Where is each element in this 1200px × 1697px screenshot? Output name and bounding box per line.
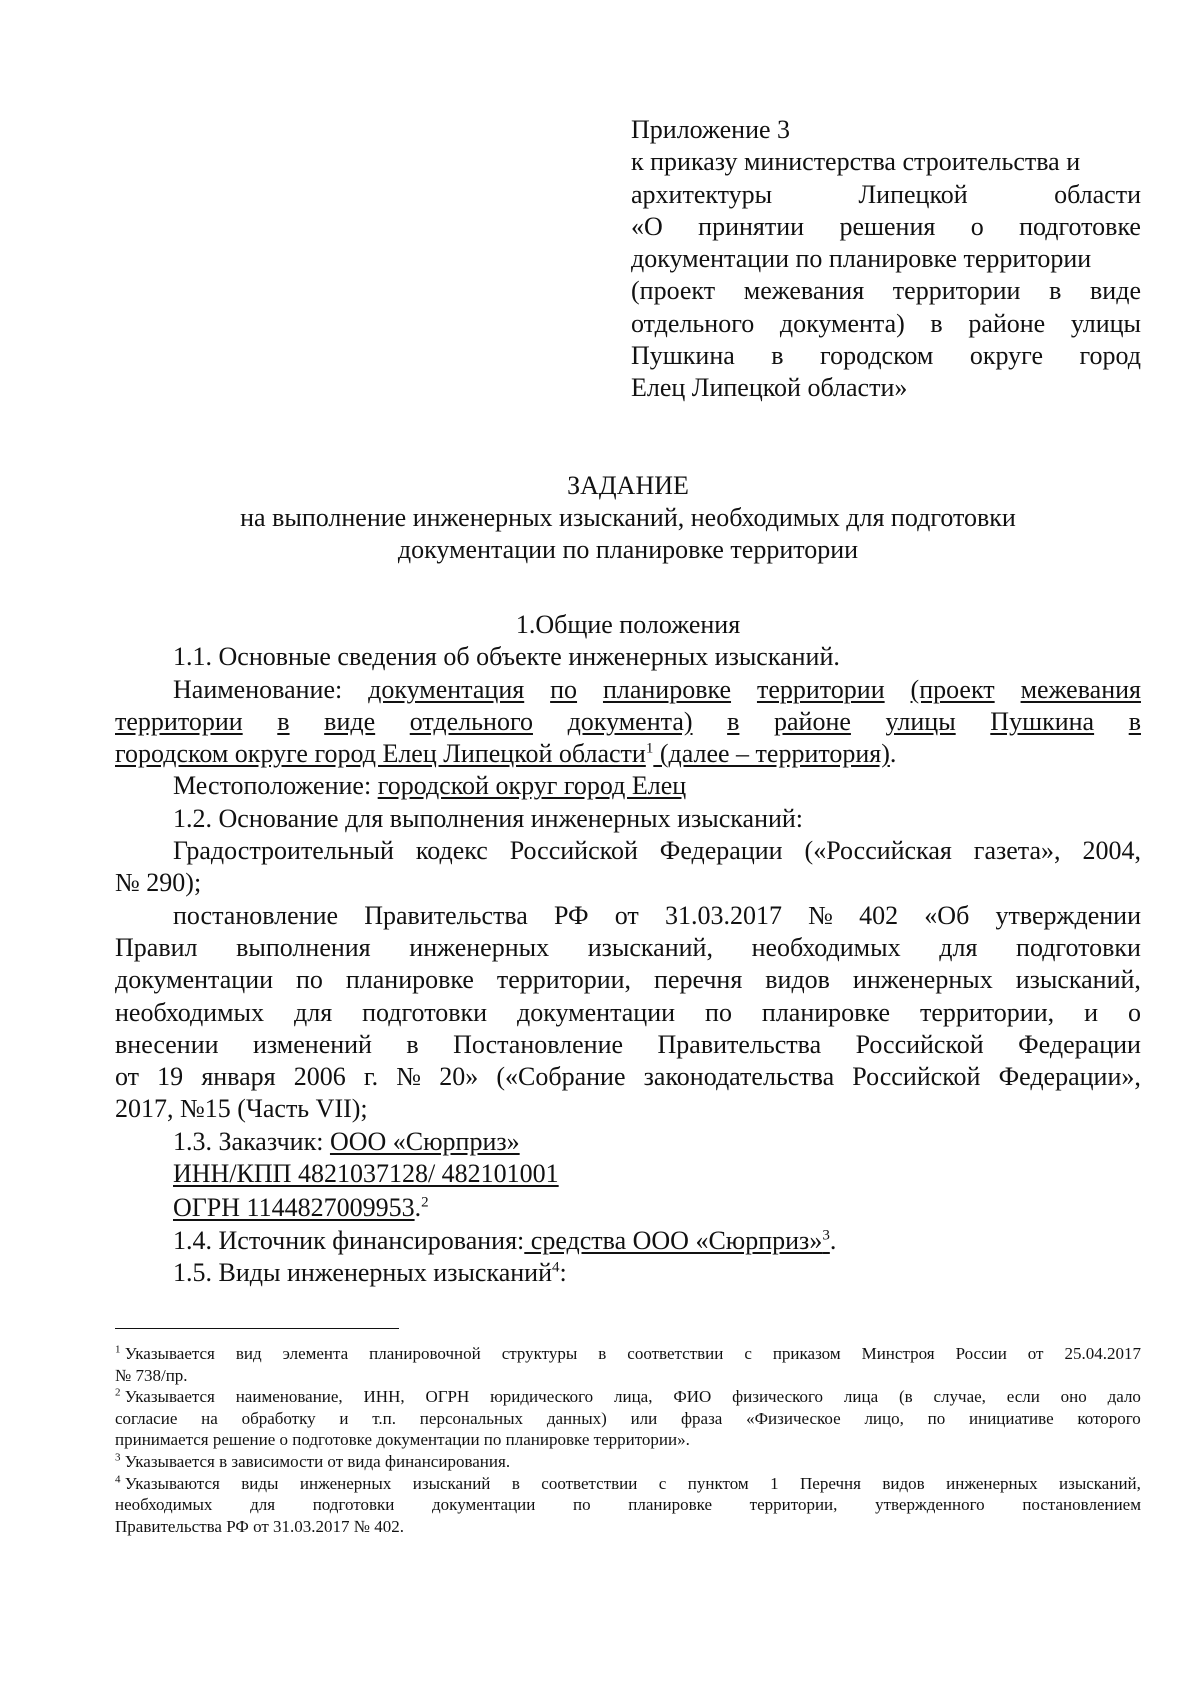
footnote-line <box>115 1494 1141 1516</box>
word: видов <box>765 965 830 995</box>
word: т.п. <box>372 1408 397 1428</box>
word: («Собрание <box>496 1062 626 1092</box>
word: лица, <box>614 1387 653 1407</box>
word: выполнения <box>236 932 371 962</box>
word: виде <box>1090 276 1141 306</box>
word: наименование, <box>235 1387 343 1407</box>
word: Пушкина <box>990 706 1095 736</box>
word: Правил <box>115 932 198 962</box>
word: 1 <box>770 1473 779 1493</box>
paragraph-line <box>115 932 1141 964</box>
footnote-line <box>115 1451 1141 1473</box>
appendix-line <box>631 308 1141 340</box>
word: Российской <box>509 836 638 866</box>
word: в <box>1128 706 1141 736</box>
word: виде <box>324 706 376 736</box>
word: $^1$ Указывается <box>115 1343 215 1363</box>
word: в <box>406 1029 419 1059</box>
word: юридического <box>490 1387 594 1407</box>
word: Федерации <box>659 836 783 866</box>
ogrn-value: ОГРН 1144827009953 <box>173 1193 415 1223</box>
word: по <box>927 1408 946 1428</box>
word: по <box>550 674 578 704</box>
name-line: городском округе город Елец Липецкой области$^1$ (далее – территория). <box>115 739 897 769</box>
word: инженерных <box>852 965 993 995</box>
paragraph-line <box>115 964 1141 996</box>
heading-subtitle: на выполнение инженерных изысканий, необходимых для подготовки <box>240 503 1016 532</box>
footnote-line <box>115 1386 1141 1408</box>
name-line <box>115 706 1141 738</box>
appendix-header <box>631 114 1141 405</box>
word: документации <box>517 997 676 1027</box>
word: № <box>808 900 833 930</box>
word: персональных <box>419 1408 524 1428</box>
word: структуры <box>501 1344 578 1363</box>
word: документации <box>115 965 274 995</box>
word: области <box>1054 179 1141 209</box>
location-value: городской округ город Елец <box>377 771 687 801</box>
word: обработку <box>241 1408 316 1428</box>
word: лица <box>843 1387 879 1407</box>
word: инженерных <box>946 1473 1038 1493</box>
word: Правительства <box>657 1029 822 1059</box>
word: от <box>1027 1344 1044 1363</box>
survey-types-line: 1.5. Виды инженерных изысканий$^4$: <box>173 1257 567 1287</box>
paragraph-line <box>115 997 1141 1029</box>
word: планировке <box>345 965 474 995</box>
word: законодательства <box>643 1062 835 1092</box>
appendix-line: к приказу министерства строительства и <box>631 147 1081 177</box>
footnote-line: принимается решение о подготовке документации по планировке территории». <box>115 1430 690 1450</box>
word: Постановление <box>453 1029 624 1059</box>
appendix-line: Елец Липецкой области» <box>631 373 908 403</box>
word: ОГРН <box>425 1387 470 1407</box>
paragraph: 1.2. Основание для выполнения инженерных изысканий: <box>173 803 804 833</box>
footnotes <box>115 1343 1141 1537</box>
word: Градостроительный <box>173 836 394 866</box>
word: в <box>598 1344 607 1363</box>
word: оно <box>1060 1387 1087 1407</box>
footnote-line: Правительства РФ от 31.03.2017 № 402. <box>115 1516 404 1536</box>
word: ИНН, <box>363 1387 405 1407</box>
word: перечня <box>654 965 743 995</box>
name-value-tail: (далее – территория) <box>653 739 890 769</box>
word: России <box>955 1344 1007 1363</box>
word: постановлением <box>1022 1495 1141 1515</box>
word: для <box>939 932 978 962</box>
word: подготовки <box>312 1495 395 1515</box>
word: газета», <box>973 836 1061 866</box>
word: утвержденного <box>875 1495 985 1515</box>
word: планировочной <box>369 1344 481 1363</box>
customer-line <box>115 1126 1141 1158</box>
financing-line: 1.4. Источник финансирования: средства ООО «Сюрприз»$^3$. <box>173 1225 837 1255</box>
word: согласие <box>115 1408 178 1428</box>
survey-types-label: 1.5. Виды инженерных изысканий <box>173 1257 552 1287</box>
paragraph-line <box>115 835 1141 867</box>
word: по <box>705 997 732 1027</box>
financing-value: средства ООО «Сюрприз»$^3$ <box>524 1225 830 1255</box>
word: с <box>658 1473 667 1493</box>
word: «Об <box>924 900 970 930</box>
word: 2004, <box>1082 836 1141 866</box>
word: изысканий, <box>1059 1473 1141 1493</box>
word: территории, <box>919 997 1055 1027</box>
word: от <box>115 1062 140 1092</box>
section-title: 1.Общие положения <box>515 610 741 639</box>
word: отдельного <box>631 308 755 338</box>
word: «Физическое <box>746 1408 841 1428</box>
word: и <box>339 1408 349 1428</box>
word: на <box>201 1408 218 1428</box>
footnote-line: № 738/пр. <box>115 1365 188 1385</box>
word: отдельного <box>409 706 533 736</box>
footnote-separator <box>115 1328 399 1329</box>
word: 25.04.2017 <box>1064 1344 1141 1363</box>
word: межевания <box>1020 674 1141 704</box>
heading-subtitle: документации по планировке территории <box>397 535 859 564</box>
word: архитектуры <box>631 179 773 209</box>
word: подготовки <box>362 997 488 1027</box>
word: которого <box>1077 1408 1141 1428</box>
word: планировке <box>602 674 732 704</box>
word: по <box>573 1495 591 1515</box>
word: инженерных <box>299 1473 392 1493</box>
word: (проект <box>631 276 716 306</box>
word: вид <box>235 1344 262 1363</box>
word: внесении <box>115 1029 219 1059</box>
word: и <box>1084 997 1099 1027</box>
word: утверждении <box>995 900 1141 930</box>
word: Федерации», <box>998 1062 1141 1092</box>
word: для <box>250 1495 276 1515</box>
word: физического <box>732 1387 824 1407</box>
word: $^2$ Указывается <box>115 1386 215 1407</box>
word: подготовке <box>1019 211 1141 241</box>
word: межевания <box>743 276 865 306</box>
appendix-line <box>631 340 1141 372</box>
footnote-line <box>115 1473 1141 1495</box>
footnote-ref: 1 <box>645 740 654 757</box>
footnote-line <box>115 1343 1141 1365</box>
appendix-line <box>631 275 1141 307</box>
word: данных) <box>546 1408 607 1428</box>
paragraph-line: № 290); <box>115 868 202 898</box>
word: Российской <box>855 1029 984 1059</box>
footnote-ref: 2 <box>421 1194 429 1211</box>
word: округе <box>969 341 1043 371</box>
word: документация <box>368 674 525 704</box>
word: необходимых <box>115 1495 213 1515</box>
word: документации <box>432 1495 536 1515</box>
footnote-number: 3 <box>115 1451 121 1464</box>
word: 2006 <box>293 1062 346 1092</box>
word: приказом <box>772 1344 841 1363</box>
word: принятии <box>698 211 805 241</box>
footnote-number: 1 <box>115 1343 121 1356</box>
word: ФИО <box>673 1387 712 1407</box>
word: в <box>511 1473 520 1493</box>
word: (проект <box>910 674 995 704</box>
word: территории <box>756 674 885 704</box>
word: улицы <box>885 706 956 736</box>
word: районе <box>774 706 851 736</box>
word: Правительства <box>364 900 528 930</box>
word: территории <box>892 276 1021 306</box>
appendix-title: Приложение 3 <box>631 115 791 144</box>
word: подготовки <box>1016 932 1141 962</box>
footnote-ref: 3 <box>822 1226 830 1243</box>
word: в <box>727 706 740 736</box>
word: РФ <box>554 900 589 930</box>
word: с <box>744 1344 752 1363</box>
financing-label: 1.4. Источник финансирования: <box>173 1225 525 1255</box>
word: 19 <box>157 1062 184 1092</box>
word: «О <box>631 211 663 241</box>
footnote-text: Указывается в зависимости от вида финансирования. <box>124 1451 511 1471</box>
word: изысканий, <box>587 932 713 962</box>
name-line <box>115 674 1141 706</box>
paragraph: 1.1. Основные сведения об объекте инженерных изысканий. <box>173 642 840 672</box>
word: («Российская <box>804 836 952 866</box>
word: № <box>396 1062 422 1092</box>
word: городском <box>820 341 934 371</box>
word: января <box>201 1062 276 1092</box>
word: планировке <box>761 997 890 1027</box>
word: в <box>277 706 290 736</box>
word: 20» <box>439 1062 479 1092</box>
inn-value: ИНН/КПП 4821037128/ 482101001 <box>173 1159 559 1189</box>
word: виды <box>241 1473 279 1493</box>
word: решения <box>839 211 936 241</box>
name-value-part: городском округе город Елец Липецкой области <box>115 739 646 769</box>
paragraph-line: 2017, №15 (Часть VII); <box>115 1094 368 1124</box>
word: территории, <box>749 1495 838 1515</box>
word: территории, <box>496 965 632 995</box>
word: дало <box>1107 1387 1141 1407</box>
customer-value: ООО «Сюрприз» <box>329 1126 520 1156</box>
word: инициативе <box>969 1408 1054 1428</box>
word: Пушкина <box>631 341 735 371</box>
footnote-line <box>115 1408 1141 1430</box>
document-body <box>115 609 1141 1289</box>
word: улицы <box>1070 308 1141 338</box>
word: районе <box>968 308 1046 338</box>
appendix-line <box>631 179 1141 211</box>
word: $^4$ Указываются <box>115 1472 220 1493</box>
word: Российской <box>852 1062 981 1092</box>
word: необходимых <box>751 932 901 962</box>
location-line <box>115 770 1141 802</box>
word: элемента <box>282 1344 349 1363</box>
paragraph-line <box>115 900 1141 932</box>
customer-label: 1.3. Заказчик: <box>173 1126 324 1156</box>
word: в <box>771 341 784 371</box>
word: если <box>1006 1387 1040 1407</box>
word: лицо, <box>864 1408 904 1428</box>
word: в <box>930 308 943 338</box>
footnote-number: 2 <box>115 1386 121 1399</box>
footnote-ref: 4 <box>552 1259 560 1276</box>
word: документа) <box>567 706 693 736</box>
paragraph-line <box>115 1061 1141 1093</box>
heading-title: ЗАДАНИЕ <box>567 471 689 500</box>
word: изысканий, <box>1015 965 1141 995</box>
location-label: Местоположение: <box>173 771 372 801</box>
word: или <box>630 1408 658 1428</box>
ogrn-line: ОГРН 1144827009953.$^2$ <box>173 1193 429 1223</box>
word: изменений <box>252 1029 372 1059</box>
word: кодекс <box>415 836 488 866</box>
word: город <box>1079 341 1141 371</box>
word: видов <box>882 1473 925 1493</box>
word: 31.03.2017 <box>664 900 782 930</box>
word: необходимых <box>115 997 265 1027</box>
word: соответствии <box>627 1344 724 1363</box>
footnote-number: 4 <box>115 1472 121 1485</box>
document-heading <box>115 470 1141 566</box>
word: случае, <box>933 1387 986 1407</box>
word: фраза <box>681 1408 723 1428</box>
word: изысканий <box>412 1473 491 1493</box>
word: о <box>970 211 984 241</box>
word: от <box>614 900 639 930</box>
word: Перечня <box>800 1473 861 1493</box>
word: о <box>1127 997 1141 1027</box>
word: по <box>295 965 323 995</box>
paragraph-line <box>115 1029 1141 1061</box>
word: г. <box>363 1062 379 1092</box>
inn-line <box>115 1158 1141 1190</box>
word: в <box>1049 276 1062 306</box>
word: 402 <box>859 900 899 930</box>
word: Федерации <box>1018 1029 1141 1059</box>
word: для <box>294 997 333 1027</box>
word: (в <box>898 1387 913 1407</box>
word: документа) <box>779 308 905 338</box>
word: Минстроя <box>861 1344 935 1363</box>
appendix-line <box>631 211 1141 243</box>
word: планировке <box>628 1495 713 1515</box>
word: Липецкой <box>858 179 968 209</box>
word: пунктом <box>687 1473 749 1493</box>
appendix-line: документации по планировке территории <box>631 244 1092 274</box>
word: инженерных <box>409 932 550 962</box>
word: соответствии <box>541 1473 638 1493</box>
word: постановление <box>173 900 339 930</box>
name-label: Наименование: <box>173 674 343 704</box>
word: территории <box>115 706 243 736</box>
